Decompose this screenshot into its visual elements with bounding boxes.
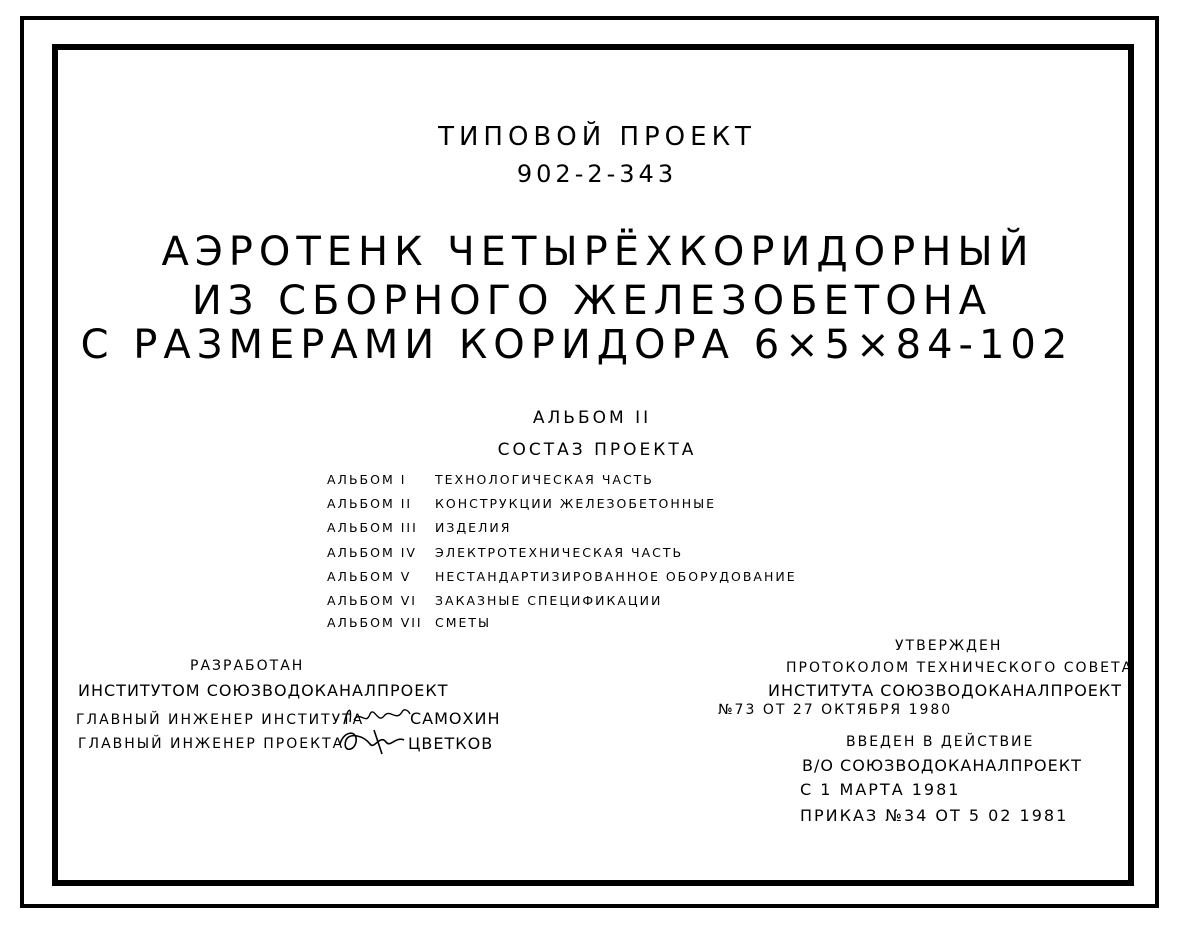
album-name: ЗАКАЗНЫЕ СПЕЦИФИКАЦИИ bbox=[435, 593, 663, 608]
album-name: ЭЛЕКТРОТЕХНИЧЕСКАЯ ЧАСТЬ bbox=[435, 545, 684, 560]
list-item bbox=[327, 545, 683, 560]
album-name: ИЗДЕЛИЯ bbox=[435, 520, 512, 535]
approved-label: УТВЕРЖДЕН bbox=[895, 638, 1003, 654]
title-line-1: АЭРОТЕНК ЧЕТЫРЁХКОРИДОРНЫЙ bbox=[161, 229, 1035, 275]
album-code: АЛЬБОМ I bbox=[327, 472, 407, 487]
developed-institute: ИНСТИТУТОМ СОЮЗВОДОКАНАЛПРОЕКТ bbox=[78, 681, 449, 700]
album-label: АЛЬБОМ II bbox=[532, 408, 652, 428]
album-code: АЛЬБОМ III bbox=[327, 520, 418, 535]
album-code: АЛЬБОМ IV bbox=[327, 545, 417, 560]
composition-heading: СОСТАЗ ПРОЕКТА bbox=[497, 440, 697, 460]
album-name: НЕСТАНДАРТИЗИРОВАННОЕ ОБОРУДОВАНИЕ bbox=[435, 569, 797, 584]
chief-project-role: ГЛАВНЫЙ ИНЖЕНЕР ПРОЕКТА bbox=[78, 736, 345, 752]
album-code: АЛЬБОМ V bbox=[327, 569, 412, 584]
chief-institute-name: САМОХИН bbox=[410, 709, 501, 728]
chief-project-name: ЦВЕТКОВ bbox=[408, 734, 494, 753]
title-line-3: С РАЗМЕРАМИ КОРИДОРА 6×5×84-102 bbox=[80, 322, 1074, 368]
list-item bbox=[327, 569, 797, 584]
album-name: КОНСТРУКЦИИ ЖЕЛЕЗОБЕТОННЫЕ bbox=[435, 496, 717, 511]
list-item bbox=[327, 520, 511, 535]
enacted-line-3: ПРИКАЗ №34 ОТ 5 02 1981 bbox=[800, 806, 1069, 825]
list-item bbox=[327, 472, 654, 487]
title-line-2: ИЗ СБОРНОГО ЖЕЛЕЗОБЕТОНА bbox=[191, 278, 993, 324]
enacted-label: ВВЕДЕН В ДЕЙСТВИЕ bbox=[846, 734, 1035, 750]
approved-line-1: ПРОТОКОЛОМ ТЕХНИЧЕСКОГО СОВЕТА bbox=[786, 660, 1134, 676]
project-type-label: ТИПОВОЙ ПРОЕКТ bbox=[438, 122, 756, 152]
album-code: АЛЬБОМ II bbox=[327, 496, 413, 511]
album-name: ТЕХНОЛОГИЧЕСКАЯ ЧАСТЬ bbox=[435, 472, 654, 487]
album-code: АЛЬБОМ VI bbox=[327, 593, 417, 608]
album-name: СМЕТЫ bbox=[435, 615, 492, 630]
signature-tsvetkov bbox=[334, 724, 410, 758]
list-item bbox=[327, 593, 662, 608]
approved-line-3: №73 ОТ 27 ОКТЯБРЯ 1980 bbox=[718, 702, 953, 718]
developed-label: РАЗРАБОТАН bbox=[190, 658, 305, 674]
chief-institute-role: ГЛАВНЫЙ ИНЖЕНЕР ИНСТИТУТА bbox=[76, 712, 365, 728]
list-item bbox=[327, 496, 716, 511]
list-item bbox=[327, 615, 491, 630]
enacted-line-2: С 1 МАРТА 1981 bbox=[800, 780, 961, 799]
album-code: АЛЬБОМ VII bbox=[327, 615, 423, 630]
project-number: 902-2-343 bbox=[516, 160, 678, 188]
approved-line-2: ИНСТИТУТА СОЮЗВОДОКАНАЛПРОЕКТ bbox=[768, 681, 1123, 700]
enacted-line-1: В/О СОЮЗВОДОКАНАЛПРОЕКТ bbox=[802, 756, 1082, 775]
